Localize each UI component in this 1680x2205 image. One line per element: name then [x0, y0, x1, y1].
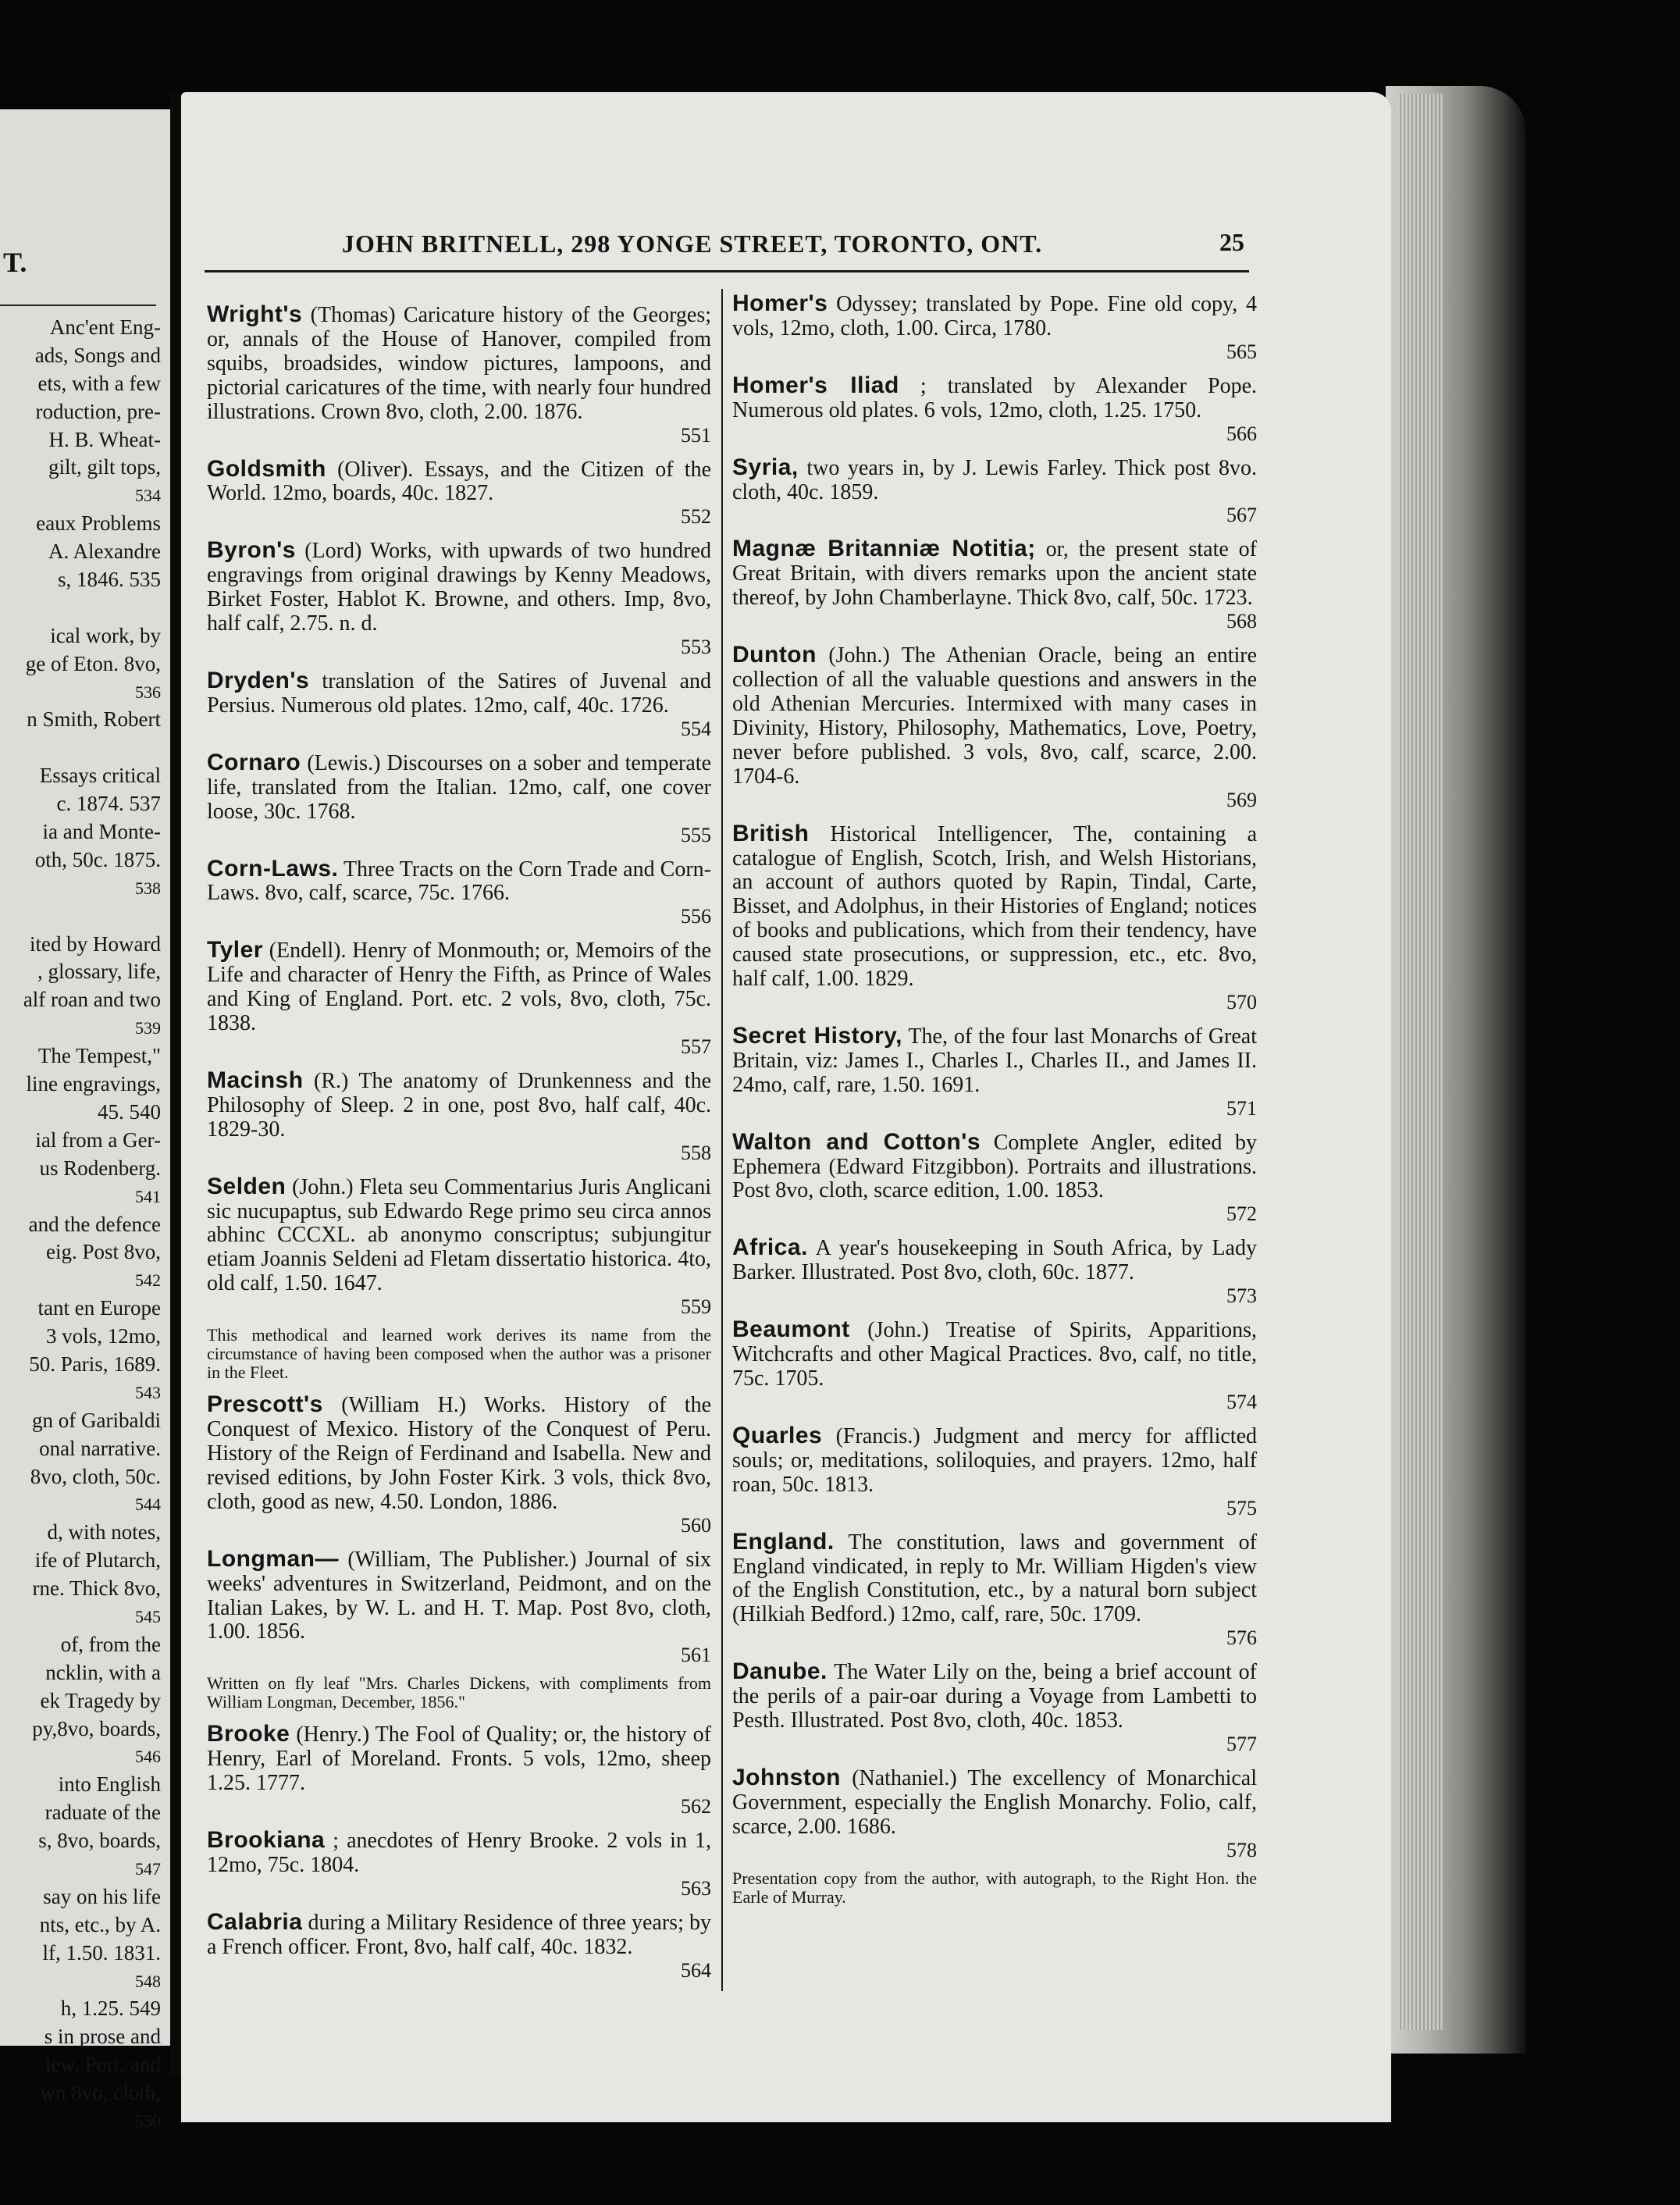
previous-page-line: 534 [135, 486, 161, 506]
previous-page-line: 544 [135, 1494, 161, 1515]
previous-page-line: s, 8vo, boards, [38, 1829, 161, 1853]
lot-number: 552 [681, 505, 711, 529]
previous-page-line: 45. 540 [98, 1099, 161, 1124]
entry-heading: Danube. [732, 1658, 828, 1685]
header-rule [205, 270, 1249, 273]
catalogue-entry [732, 374, 1257, 445]
catalogue-entry [732, 1318, 1257, 1413]
lot-number: 576 [1226, 1626, 1257, 1650]
previous-page-line: ia and Monte- [42, 820, 161, 844]
entry-heading: Secret History, [732, 1022, 902, 1049]
entry-description: (John.) Fleta seu Commentarius Juris Anglicani sic nucupaptus, sub Edwardo Rege primo seu circa annos abhinc CCCXL. ab anonymo conscriptus; subjungitur etiam Joannis Seldeni ad Fletam dissertatio historica. 4to, old calf, 1.50. 1647. [207, 1174, 711, 1296]
lot-number: 564 [681, 1958, 711, 1982]
previous-page-line: us Rodenberg. [39, 1156, 161, 1180]
lot-number: 561 [681, 1644, 711, 1667]
previous-page-line [0, 734, 161, 762]
lot-number: 575 [1226, 1496, 1257, 1519]
previous-page-line: , glossary, life, [37, 960, 161, 984]
entry-description: (R.) The anatomy of Drunkenness and the Philosophy of Sleep. 2 in one, post 8vo, half calf, 40c. 1829-30. [207, 1068, 712, 1142]
previous-page-line: 8vo, cloth, 50c. [30, 1464, 161, 1488]
catalogue-entry [207, 751, 711, 846]
lot-number: 558 [681, 1141, 711, 1164]
column-rule [721, 289, 723, 1991]
catalogue-entry [732, 292, 1257, 363]
entry-heading: Prescott's [207, 1391, 323, 1418]
entry-heading: British [732, 820, 810, 846]
entry-description: (Henry.) The Fool of Quality; or, the history of Henry, Earl of Moreland. Fronts. 5 vols, 12mo, sheep 1.25. 1777. [207, 1722, 711, 1796]
previous-page-line: 543 [135, 1382, 161, 1402]
previous-page-line: of, from the [60, 1632, 161, 1656]
previous-page-line: 50. Paris, 1689. [29, 1352, 161, 1376]
lot-number: 574 [1226, 1390, 1257, 1413]
entry-heading: Byron's [207, 537, 296, 564]
previous-page-line: nts, etc., by A. [39, 1912, 161, 1936]
previous-page-line: ek Tragedy by [40, 1688, 161, 1712]
entry-description: ; translated by Alexander Pope. Numerous old plates. 6 vols, 12mo, cloth, 1.25. 1750. [732, 373, 1257, 422]
previous-page-line: ads, Songs and [34, 343, 161, 367]
previous-page-line: n Smith, Robert [27, 707, 161, 732]
lot-number: 563 [681, 1876, 711, 1900]
catalogue-entry [732, 1128, 1257, 1226]
previous-page-line: 547 [135, 1858, 161, 1879]
previous-page-line: 548 [135, 1971, 161, 1991]
entry-heading: Walton and Cotton's [732, 1128, 981, 1155]
previous-page-line: ited by Howard [30, 932, 161, 956]
entry-heading: Magnæ Britanniæ Notitia; [732, 536, 1036, 562]
catalogue-entry [207, 455, 712, 529]
previous-page-line: ial from a Ger- [35, 1127, 161, 1152]
previous-page-header: T. [3, 247, 27, 278]
entry-description: or, the present state of Great Britain, with divers remarks upon the ancient state thereof, by John Chamberlayne. Thick 8vo, calf, 50c. 1723. [732, 537, 1258, 611]
running-head: JOHN BRITNELL, 298 YONGE STREET, TORONTO, ONT. [342, 230, 1043, 258]
entry-heading: Brookiana [207, 1827, 326, 1854]
previous-page-line [0, 903, 161, 931]
catalogue-entry [732, 1024, 1257, 1120]
catalogue-entry [732, 822, 1257, 1013]
catalogue-entry [207, 1722, 711, 1818]
previous-page-line: Essays critical [39, 764, 161, 788]
entry-description: (William H.) Works. History of the Conquest of Mexico. History of the Conquest of Peru. History of the Reign of Ferdinand and Isabella. New and revised editions, by John Foster Kirk. 3 vols, thick 8vo, cloth, good as new, 4.50. London, 1886. [207, 1393, 712, 1514]
catalogue-entry [732, 537, 1257, 632]
previous-page-line: H. B. Wheat- [48, 427, 161, 451]
entry-description: (Nathaniel.) The excellency of Monarchical Government, especially the English Monarchy. Folio, calf, scarce, 2.00. 1686. [732, 1765, 1258, 1839]
previous-page-line: iew. Port. and [44, 2053, 161, 2077]
previous-page-line: ge of Eton. 8vo, [25, 651, 161, 675]
lot-number: 565 [1226, 340, 1257, 363]
left-column [207, 303, 711, 1993]
lot-number: 567 [1226, 504, 1257, 527]
catalogue-entry [732, 1660, 1257, 1755]
entry-heading: Johnston [732, 1764, 841, 1790]
lot-number: 572 [1226, 1202, 1257, 1226]
previous-page-line: eaux Problems [36, 511, 161, 536]
right-column [732, 292, 1257, 1918]
previous-page-line: d, with notes, [47, 1520, 161, 1544]
catalogue-entry [732, 1530, 1257, 1650]
entry-heading: Corn-Laws. [207, 855, 339, 882]
lot-number: 562 [681, 1795, 711, 1819]
entry-heading: Macinsh [207, 1067, 304, 1093]
page-edges [1397, 94, 1444, 2030]
entry-heading: Beaumont [732, 1316, 850, 1343]
entry-heading: Quarles [732, 1422, 823, 1448]
previous-page-line: tant en Europe [37, 1296, 161, 1320]
entry-description: (Oliver). Essays, and the Citizen of the World. 12mo, boards, 40c. 1827. [207, 457, 712, 506]
previous-page-rule [0, 305, 156, 306]
lot-number: 553 [681, 635, 711, 658]
entry-note: This methodical and learned work derives its name from the circumstance of having been composed when the author was a prisoner in the Fleet. [207, 1325, 711, 1383]
entry-heading: England. [732, 1528, 835, 1555]
previous-page-line: 539 [135, 1018, 161, 1038]
previous-page-line: 546 [135, 1747, 161, 1767]
catalogue-entry [207, 1175, 711, 1319]
entry-description: (John.) The Athenian Oracle, being an entire collection of all the valuable questions and answers in the old Athenian Mercuries. Intermixed with many cases in Divinity, History, Philosophy, Mathematics, Love, Poetry, never before published. 3 vols, 8vo, calf, scarce, 2.00. 1704-6. [732, 643, 1258, 789]
entry-description: (Thomas) Caricature history of the Georges; or, annals of the House of Hanover, compiled from squibs, broadsides, window pictures, lampoons, and pictorial caricatures of the time, with nearly four hundred illustrations. Crown 8vo, cloth, 2.00. 1876. [207, 303, 711, 424]
entry-heading: Homer's Iliad [732, 372, 899, 398]
entry-heading: Syria, [732, 454, 799, 480]
previous-page-line: 536 [135, 682, 161, 702]
catalogue-entry [207, 1545, 712, 1667]
entry-heading: Selden [207, 1173, 287, 1199]
previous-page-line: raduate of the [44, 1801, 161, 1825]
entry-description: (Lewis.) Discourses on a sober and temperate life, translated from the Italian. 12mo, calf, one cover loose, 30c. 1768. [207, 750, 711, 824]
previous-page-line: lf, 1.50. 1831. [42, 1940, 161, 1965]
previous-page-line: onal narrative. [39, 1436, 161, 1460]
lot-number: 559 [681, 1295, 711, 1319]
page-number: 25 [1219, 228, 1244, 256]
previous-page-line: and the defence [28, 1212, 161, 1236]
entry-description: (William, The Publisher.) Journal of six weeks' adventures in Switzerland, Peidmont, and on the Italian Lakes, by W. L. and H. T. Map. Post 8vo, cloth, 1.00. 1856. [207, 1547, 712, 1644]
previous-page-line: 545 [135, 1606, 161, 1626]
previous-page-line [0, 594, 161, 622]
previous-page-line: gn of Garibaldi [32, 1408, 161, 1432]
previous-page-line: A. Alexandre [48, 540, 161, 564]
previous-page-line: h, 1.25. 549 [60, 1997, 161, 2021]
lot-number: 571 [1226, 1096, 1257, 1120]
lot-number: 554 [681, 717, 711, 740]
catalogue-entry [732, 1236, 1257, 1307]
entry-heading: Cornaro [207, 749, 301, 775]
previous-page-line: s in prose and [44, 2025, 161, 2049]
lot-number: 577 [1226, 1732, 1257, 1755]
catalogue-entry [207, 857, 711, 928]
entry-heading: Wright's [207, 301, 303, 327]
previous-page-line: 550 [135, 2111, 161, 2131]
entry-description: (Endell). Henry of Monmouth; or, Memoirs of the Life and character of Henry the Fifth, as Prince of Wales and King of England. Port. etc. 2 vols, 8vo, cloth, 75c. 1838. [207, 939, 712, 1036]
lot-number: 569 [1226, 788, 1257, 811]
entry-description: The Water Lily on the, being a brief account of the perils of a pair-oar during a Voyage from Lambetti to Pesth. Illustrated. Post 8vo, cloth, 40c. 1853. [732, 1660, 1258, 1733]
previous-page-line: ets, with a few [37, 371, 161, 395]
catalogue-entry [207, 1069, 711, 1164]
catalogue-entry [207, 1829, 711, 1900]
lot-number: 557 [681, 1035, 711, 1058]
entry-description: Complete Angler, edited by Ephemera (Edward Fitzgibbon). Portraits and illustrations. Post 8vo, cloth, scarce edition, 1.00. 1853. [732, 1130, 1257, 1203]
previous-page-text [0, 314, 161, 2136]
previous-page-line: s, 1846. 535 [57, 568, 161, 592]
previous-page-line: rne. Thick 8vo, [32, 1576, 161, 1601]
previous-page-line: Anc'ent Eng- [49, 315, 161, 339]
previous-page-line: into English [58, 1772, 161, 1797]
lot-number: 555 [681, 823, 711, 846]
entry-description: Odyssey; translated by Pope. Fine old copy, 4 vols, 12mo, cloth, 1.00. Circa, 1780. [732, 292, 1258, 340]
previous-page-line: 538 [135, 878, 161, 898]
lot-number: 566 [1226, 422, 1257, 445]
catalogue-entry [207, 303, 711, 447]
entry-heading: Brooke [207, 1721, 290, 1747]
previous-page-line: line engravings, [26, 1072, 161, 1096]
entry-description: The constitution, laws and government of England vindicated, in reply to Mr. William Higden's view of the English Constitution, etc., by a natural born subject (Hilkiah Bedford.) 12mo, calf, rare, 50c. 1709. [732, 1530, 1257, 1627]
entry-heading: Dunton [732, 642, 817, 668]
lot-number: 573 [1226, 1284, 1257, 1308]
entry-description: (John.) Treatise of Spirits, Apparitions, Witchcrafts and other Magical Practices. 8vo, calf, no title, 75c. 1705. [732, 1318, 1257, 1391]
previous-page-line: alf roan and two [23, 988, 161, 1012]
catalogue-entry [207, 669, 711, 740]
entry-note: Written on fly leaf "Mrs. Charles Dickens, with compliments from William Longman, December, 1856." [207, 1673, 711, 1712]
entry-note: Presentation copy from the author, with autograph, to the Right Hon. the Earle of Murray. [732, 1868, 1257, 1907]
entry-description: (Lord) Works, with upwards of two hundred engravings from original drawings by Kenny Meadows, Birket Foster, Hablot K. Browne, and others. Imp, 8vo, half calf, 2.75. n. d. [207, 539, 712, 636]
previous-page-line: ncklin, with a [45, 1660, 161, 1684]
previous-page [0, 109, 172, 2131]
entry-description: Three Tracts on the Corn Trade and Corn-Laws. 8vo, calf, scarce, 75c. 1766. [207, 857, 711, 906]
lot-number: 570 [1226, 990, 1257, 1013]
lot-number: 551 [681, 423, 711, 447]
previous-page-line: 541 [135, 1186, 161, 1206]
catalogue-entry [732, 1766, 1257, 1861]
catalogue-entry [207, 539, 711, 658]
previous-page-line: ife of Plutarch, [34, 1548, 161, 1573]
entry-heading: Homer's [732, 290, 828, 316]
lot-number: 556 [681, 905, 711, 928]
previous-page-line: gilt, gilt tops, [48, 455, 161, 479]
previous-page-line: The Tempest," [37, 1044, 161, 1068]
entry-description: two years in, by J. Lewis Farley. Thick post 8vo. cloth, 40c. 1859. [732, 455, 1258, 504]
previous-page-line: py,8vo, boards, [32, 1716, 161, 1740]
entry-description: Historical Intelligencer, The, containing a catalogue of English, Scotch, Irish, and Welsh Historians, an account of authors quoted by Rapin, Tindal, Carte, Bisset, and Adolphus, in their Histories of England; notices of books and publications, which from their tendency, have caused state prosecutions, or suppression, etc., etc. 8vo, half calf, 1.00. 1829. [732, 821, 1257, 992]
lot-number: 568 [1226, 610, 1257, 633]
previous-page-line: wn 8vo, cloth, [40, 2081, 161, 2105]
previous-page-line: 542 [135, 1270, 161, 1291]
previous-page-line: 3 vols, 12mo, [45, 1324, 161, 1348]
entry-heading: Goldsmith [207, 455, 326, 482]
previous-page-line: say on his life [43, 1884, 161, 1908]
entry-description: A year's housekeeping in South Africa, by Lady Barker. Illustrated. Post 8vo, cloth, 60c. 1877. [732, 1236, 1257, 1285]
entry-description: The, of the four last Monarchs of Great Britain, viz: James I., Charles I., Charles II., and James II. 24mo, calf, rare, 1.50. 1691. [732, 1024, 1258, 1097]
previous-page-line: eig. Post 8vo, [45, 1240, 161, 1264]
lot-number: 560 [681, 1513, 711, 1537]
entry-description: translation of the Satires of Juvenal and Persius. Numerous old plates. 12mo, calf, 40c. 1726. [207, 668, 712, 718]
entry-description: ; anecdotes of Henry Brooke. 2 vols in 1, 12mo, 75c. 1804. [207, 1829, 711, 1877]
catalogue-entry [732, 456, 1257, 527]
previous-page-line: ical work, by [50, 623, 161, 647]
entry-heading: Dryden's [207, 667, 310, 693]
catalogue-entry [732, 643, 1257, 810]
previous-page-line: c. 1874. 537 [56, 792, 161, 816]
catalogue-entry [207, 939, 711, 1058]
entry-description: during a Military Residence of three years; by a French officer. Front, 8vo, half calf, 40c. 1832. [207, 1910, 711, 1959]
entry-heading: Calabria [207, 1908, 303, 1935]
entry-heading: Longman— [207, 1545, 339, 1572]
entry-description: (Francis.) Judgment and mercy for afflicted souls; or, meditations, soliloquies, and prayers. 12mo, half roan, 50c. 1813. [732, 1423, 1258, 1497]
entry-heading: Tyler [207, 937, 263, 964]
catalogue-entry [207, 1393, 711, 1537]
catalogue-entry [207, 1908, 711, 1982]
previous-page-line: oth, 50c. 1875. [34, 847, 161, 871]
previous-page-line: roduction, pre- [35, 399, 161, 423]
catalogue-entry [732, 1424, 1257, 1519]
entry-heading: Africa. [732, 1234, 808, 1261]
lot-number: 578 [1226, 1838, 1257, 1861]
